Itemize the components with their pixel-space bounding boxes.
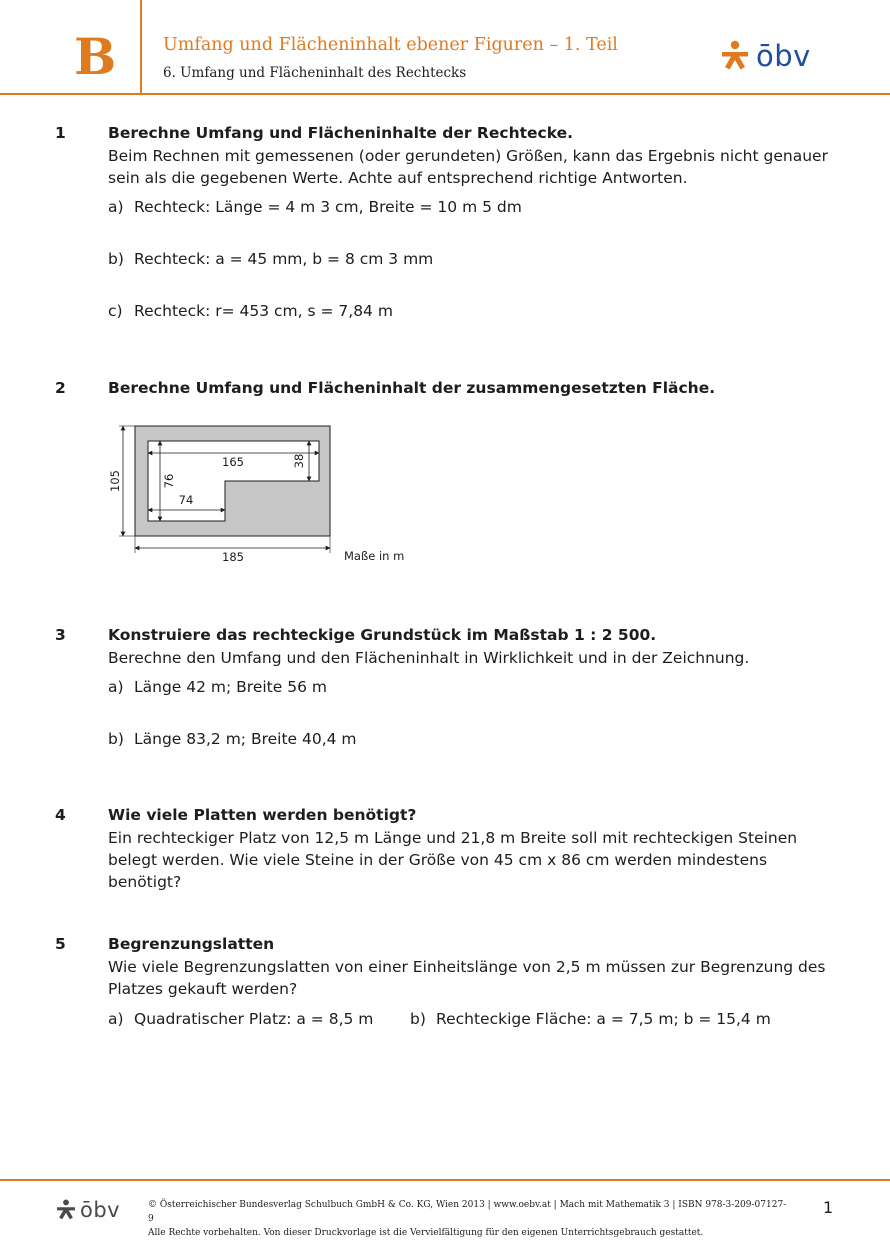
item-label: a): [108, 198, 124, 216]
footer-logo-text: ōbv: [80, 1198, 121, 1222]
footer-divider: [0, 1179, 890, 1181]
task-5-item-b: [410, 1010, 771, 1028]
dim-label-76: 76: [162, 473, 176, 489]
units-label: Maße in m: [344, 549, 405, 563]
task-3-title: Konstruiere das rechteckige Grundstück im Maßstab 1 : 2 500.: [108, 626, 657, 644]
obv-logo-text: ōbv: [756, 39, 811, 73]
item-label: a): [108, 1010, 124, 1028]
dim-label-38: 38: [292, 453, 306, 469]
task-2-title: Berechne Umfang und Flächeninhalt der zusammengesetzten Fläche.: [108, 379, 716, 397]
page-number: 1: [823, 1198, 834, 1217]
task-4-text: Ein rechteckiger Platz von 12,5 m Länge und 21,8 m Breite soll mit rechteckigen Steinen belegt werden. Wie viele Steine in der Größe von 45 cm x 86 cm werden mindestens benötigt?: [108, 829, 798, 891]
obv-star-icon: [719, 40, 751, 72]
task-1-item-a: [108, 198, 522, 216]
task-4-number: 4: [55, 806, 66, 824]
task-3-item-b: [108, 730, 357, 748]
item-label: b): [108, 730, 124, 748]
task-1-item-c: [108, 302, 393, 320]
dim-label-185: 185: [222, 550, 244, 564]
header-divider-vertical: [140, 0, 142, 95]
item-text: Rechteck: a = 45 mm, b = 8 cm 3 mm: [134, 250, 434, 268]
task-3-text: Berechne den Umfang und den Flächeninhalt in Wirklichkeit und in der Zeichnung.: [108, 649, 750, 667]
footer-line-2: Alle Rechte vorbehalten. Von dieser Druckvorlage ist die Vervielfältigung für den eigenen Unterrichtsgebrauch gestattet.: [148, 1228, 704, 1238]
task-1-number: 1: [55, 124, 66, 142]
item-text: Länge 83,2 m; Breite 40,4 m: [134, 730, 357, 748]
task-1-text: Beim Rechnen mit gemessenen (oder gerundeten) Größen, kann das Ergebnis nicht genauer sein als die gegebenen Werte. Achte auf entsprechend richtige Antworten.: [108, 147, 828, 187]
obv-logo: [719, 40, 811, 72]
item-label: a): [108, 678, 124, 696]
task-1-item-b: [108, 250, 433, 268]
dim-label-105: 105: [108, 470, 122, 492]
item-label: b): [108, 250, 124, 268]
task-5-item-a: [108, 1010, 373, 1028]
task-3-item-a: [108, 678, 327, 696]
item-label: b): [410, 1010, 426, 1028]
item-text: Rechteck: r= 453 cm, s = 7,84 m: [134, 302, 393, 320]
task-3-number: 3: [55, 626, 66, 644]
dim-label-74: 74: [178, 493, 194, 507]
dim-label-165: 165: [222, 455, 244, 469]
item-text: Rechteck: Länge = 4 m 3 cm, Breite = 10 m 5 dm: [134, 198, 522, 216]
page-title: Umfang und Flächeninhalt ebener Figuren – 1. Teil: [163, 35, 618, 55]
item-label: c): [108, 302, 123, 320]
composite-shape-figure: [105, 418, 340, 568]
obv-star-icon: [55, 1199, 77, 1221]
item-text: Rechteckige Fläche: a = 7,5 m; b = 15,4 m: [436, 1010, 771, 1028]
header-divider: [0, 93, 890, 95]
task-5-number: 5: [55, 935, 66, 953]
footer-obv-logo: [55, 1198, 120, 1222]
task-4-title: Wie viele Platten werden benötigt?: [108, 806, 417, 824]
task-2-number: 2: [55, 379, 66, 397]
task-1-title: Berechne Umfang und Flächeninhalte der Rechtecke.: [108, 124, 573, 142]
item-text: Länge 42 m; Breite 56 m: [134, 678, 327, 696]
page-subtitle: 6. Umfang und Flächeninhalt des Rechtecks: [163, 65, 467, 81]
task-5-text: Wie viele Begrenzungslatten von einer Einheitslänge von 2,5 m müssen zur Begrenzung des Platzes gekauft werden?: [108, 958, 826, 998]
item-text: Quadratischer Platz: a = 8,5 m: [134, 1010, 374, 1028]
footer-copyright: [148, 1198, 788, 1240]
footer-line-1: © Österreichischer Bundesverlag Schulbuch GmbH & Co. KG, Wien 2013 | www.oebv.at | Mach mit Mathematik 3 | ISBN 978-3-209-07127-9: [148, 1200, 787, 1224]
section-letter: B: [74, 27, 117, 86]
task-5-title: Begrenzungslatten: [108, 935, 275, 953]
